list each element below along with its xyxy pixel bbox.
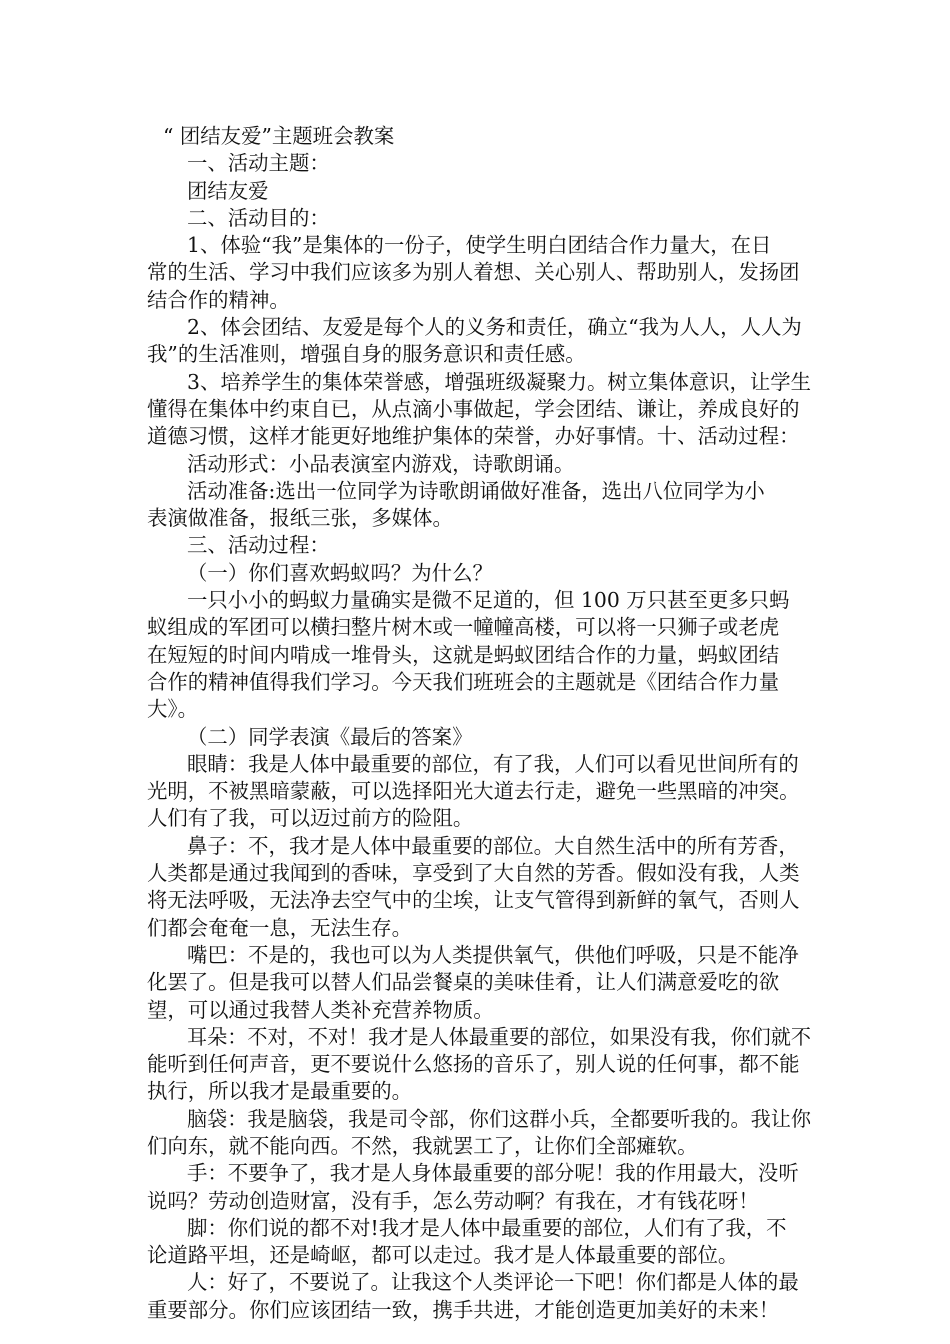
document-line: 二、活动目的： (187, 205, 330, 230)
document-line: （二）同学表演《最后的答案》 (187, 724, 473, 749)
document-line: 2、体会团结、友爱是每个人的义务和责任，确立“我为人人，人人为 (187, 315, 802, 340)
document-line: 化罢了。但是我可以替人们品尝餐桌的美味佳肴，让人们满意爱吃的欲 (147, 970, 780, 995)
document-line: 们向东，就不能向西。不然，我就罢工了，让你们全部瘫软。 (147, 1133, 698, 1158)
document-line: 在短短的时间内啃成一堆骨头，这就是蚂蚁团结合作的力量，蚂蚁团结 (147, 642, 780, 667)
document-line: 人类都是通过我闻到的香味，享受到了大自然的芳香。假如没有我，人类 (147, 861, 800, 886)
document-line: 一只小小的蚂蚁力量确实是微不足道的，但 100 万只甚至更多只蚂 (187, 588, 790, 613)
document-line: 能听到任何声音，更不要说什么悠扬的音乐了，别人说的任何事，都不能 (147, 1052, 800, 1077)
document-line: 耳朵：不对，不对！我才是人体最重要的部位，如果没有我，你们就不 (187, 1024, 811, 1049)
document-line: 1、体验“我”是集体的一份子，使学生明白团结合作力量大，在日 (187, 233, 772, 258)
document-line: 大》。 (147, 697, 198, 722)
document-line: 道德习惯，这样才能更好地维护集体的荣誉，办好事情。十、活动过程： (147, 424, 800, 449)
document-line: 嘴巴：不是的，我也可以为人类提供氧气，供他们呼吸，只是不能净 (187, 942, 799, 967)
document-line: 光明，不被黑暗蒙蔽，可以选择阳光大道去行走，避免一些黑暗的冲突。 (147, 779, 800, 804)
document-line: 将无法呼吸，无法净去空气中的尘埃，让支气管得到新鲜的氧气，否则人 (147, 888, 800, 913)
document-line: 3、培养学生的集体荣誉感，增强班级凝聚力。树立集体意识，让学生 (187, 369, 811, 394)
document-line: 结合作的精神。 (147, 287, 290, 312)
document-line: 活动形式：小品表演室内游戏，诗歌朗诵。 (187, 451, 575, 476)
document-line: 人们有了我，可以迈过前方的险阻。 (147, 806, 474, 831)
document-line: 望，可以通过我替人类补充营养物质。 (147, 997, 494, 1022)
document-line: 眼睛：我是人体中最重要的部位，有了我，人们可以看见世间所有的 (187, 751, 799, 776)
document-line: （一）你们喜欢蚂蚁吗？为什么？ (187, 560, 493, 585)
document-line: 鼻子：不，我才是人体中最重要的部位。大自然生活中的所有芳香， (187, 833, 799, 858)
document-line: 团结友爱 (187, 178, 269, 203)
document-line: 蚁组成的军团可以横扫整片树木或一幢幢高楼，可以将一只狮子或老虎 (147, 615, 780, 640)
document-line: 一、活动主题： (187, 151, 330, 176)
document-line: 三、活动过程： (187, 533, 330, 558)
document-page (147, 123, 811, 1324)
document-line: 懂得在集体中约束自已，从点滴小事做起，学会团结、谦让，养成良好的 (147, 396, 800, 421)
document-line: 们都会奄奄一息，无法生存。 (147, 915, 413, 940)
document-line: 说吗？劳动创造财富，没有手，怎么劳动啊？有我在，才有钱花呀！ (147, 1188, 759, 1213)
document-line: 我”的生活准则，增强自身的服务意识和责任感。 (147, 342, 586, 367)
document-line: 合作的精神值得我们学习。今天我们班班会的主题就是《团结合作力量 (147, 669, 780, 694)
document-line: 脚：你们说的都不对!我才是人体中最重要的部位，人们有了我，不 (187, 1215, 787, 1240)
document-body (147, 150, 811, 1324)
document-line: 表演做准备，报纸三张，多媒体。 (147, 506, 453, 531)
document-line: 常的生活、学习中我们应该多为别人着想、关心别人、帮助别人，发扬团 (147, 260, 800, 285)
document-line: 执行，所以我才是最重要的。 (147, 1079, 413, 1104)
document-title: “ 团结友爱”主题班会教案 (163, 124, 395, 148)
document-line: 重要部分。你们应该团结一致，携手共进，才能创造更加美好的未来！ (147, 1297, 780, 1322)
document-line: 脑袋：我是脑袋，我是司令部，你们这群小兵，全都要听我的。我让你 (187, 1106, 811, 1131)
document-line: 人：好了，不要说了。让我这个人类评论一下吧！你们都是人体的最 (187, 1270, 799, 1295)
document-line: 活动准备:选出一位同学为诗歌朗诵做好准备，选出八位同学为小 (187, 478, 765, 503)
document-line: 手：不要争了，我才是人身体最重要的部分呢！我的作用最大，没听 (187, 1161, 799, 1186)
document-line: 论道路平坦，还是崎岖，都可以走过。我才是人体最重要的部位。 (147, 1243, 739, 1268)
